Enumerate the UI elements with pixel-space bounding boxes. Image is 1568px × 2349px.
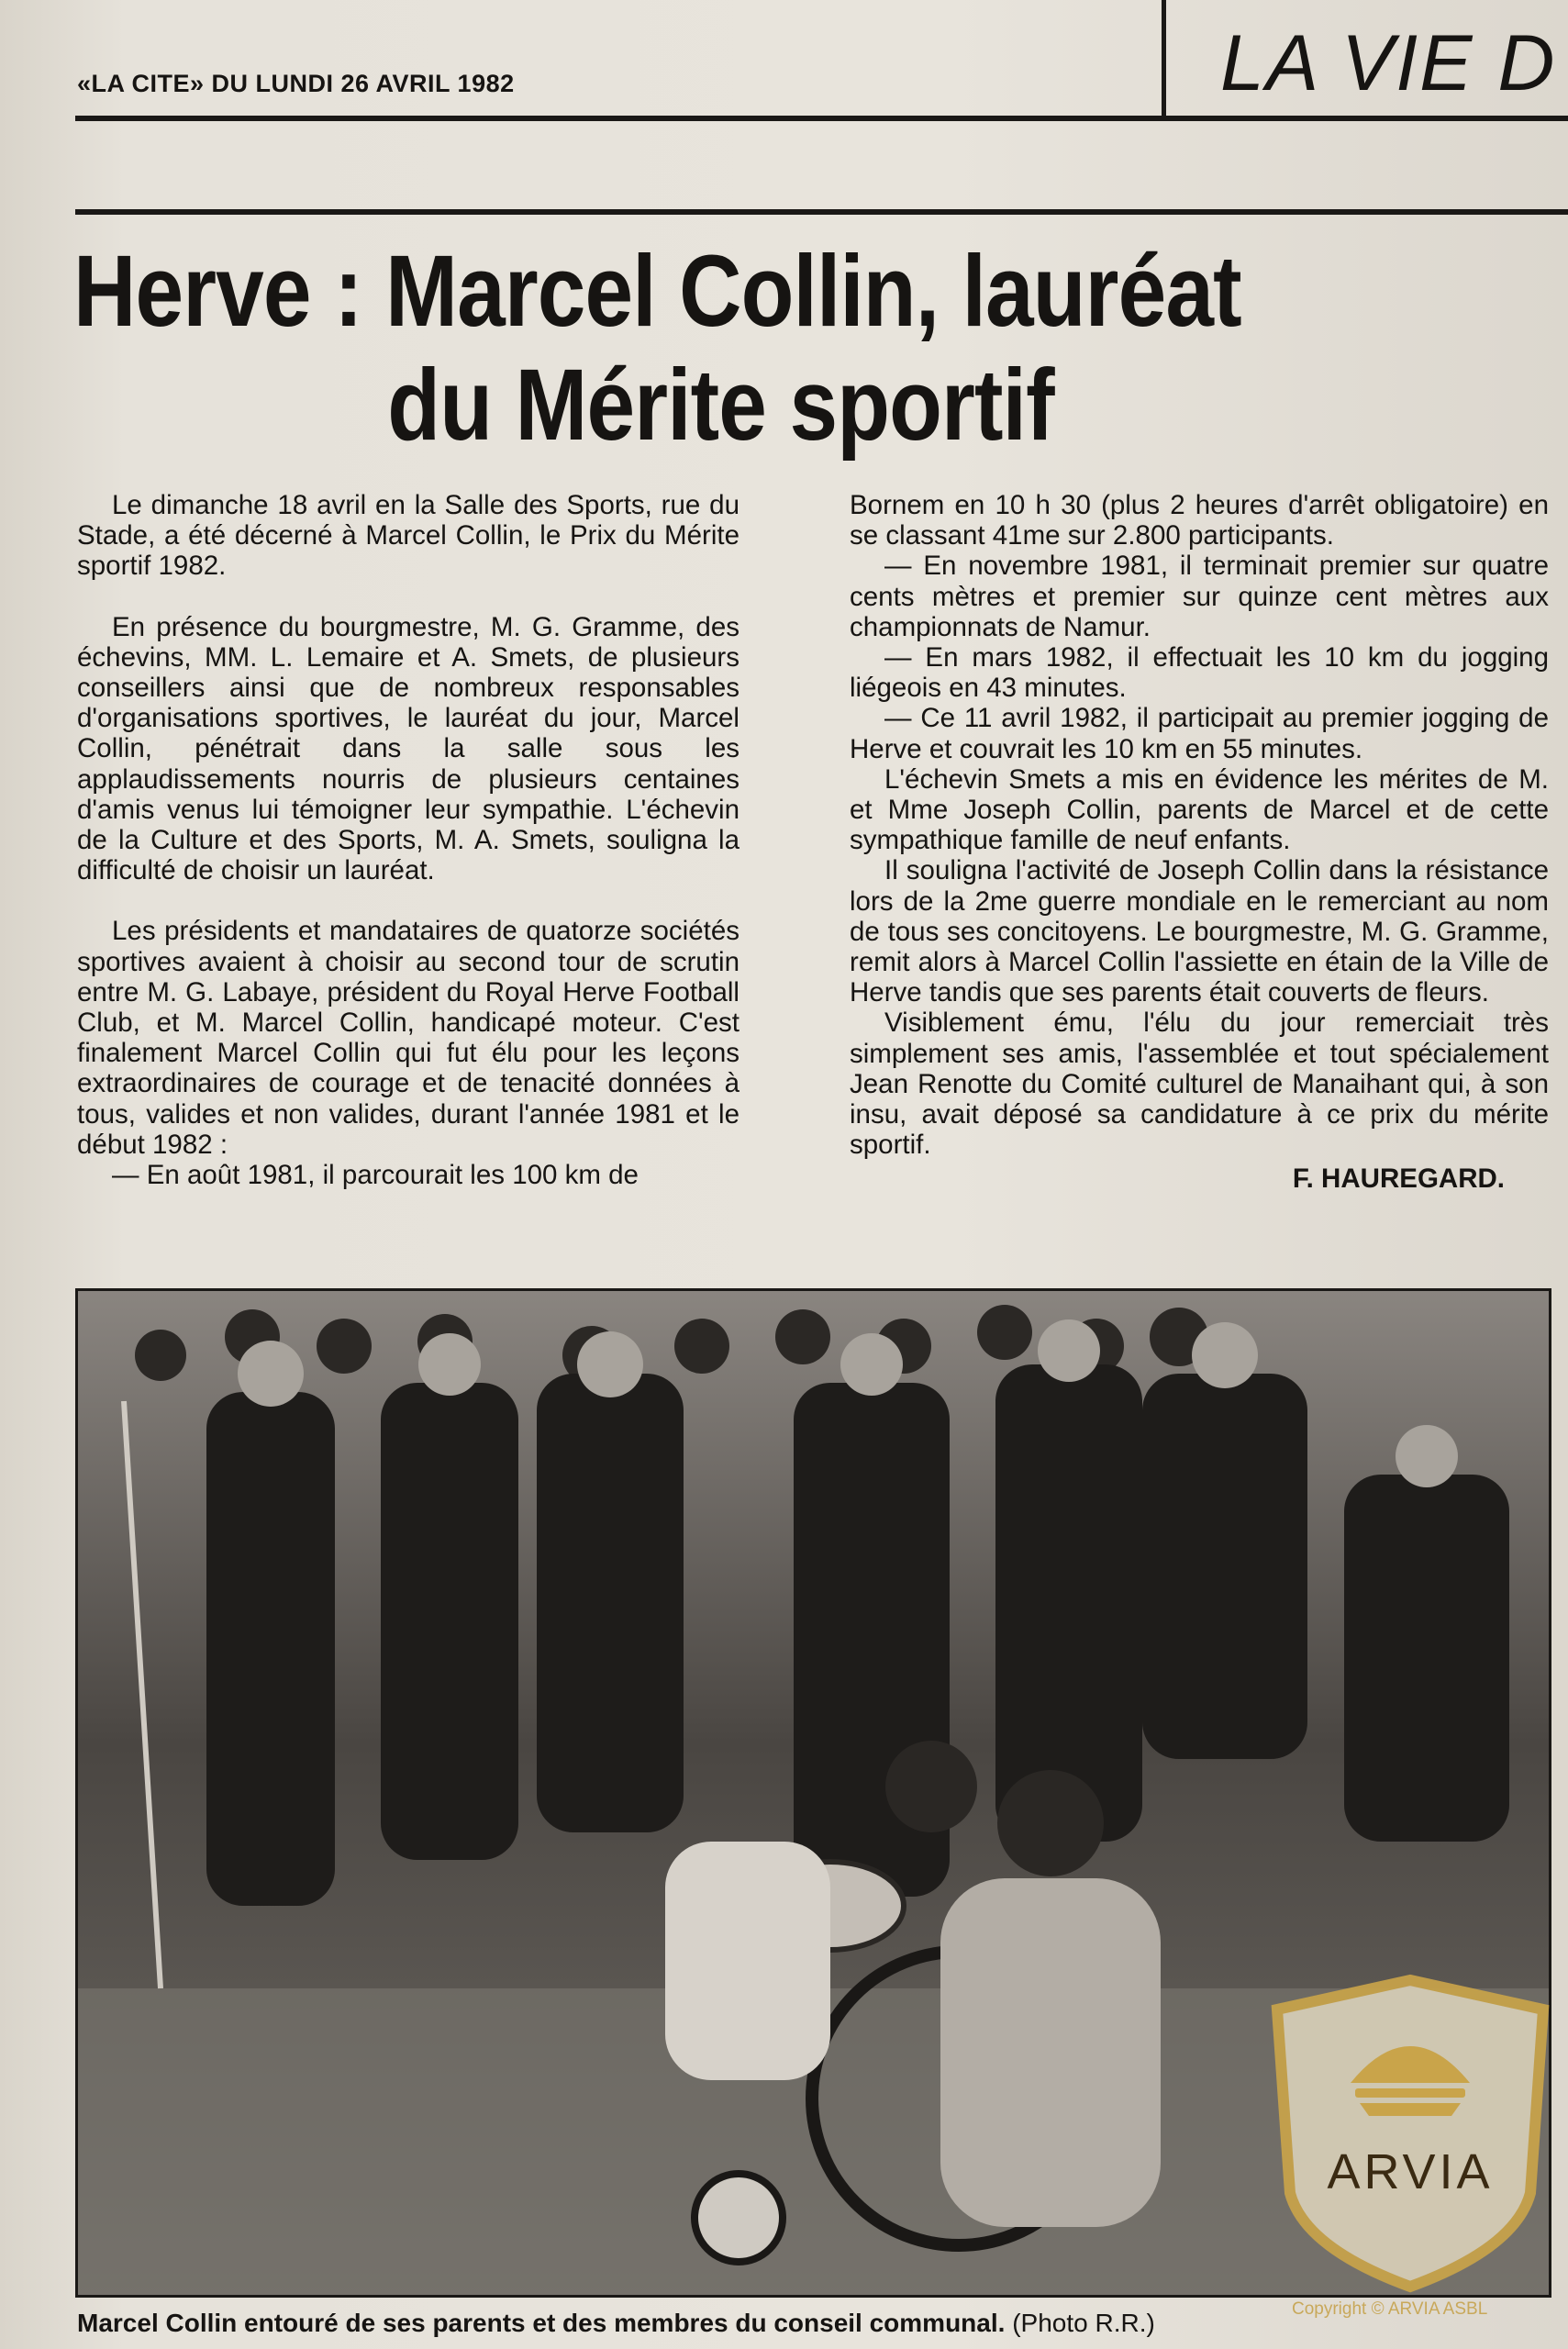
paragraph: Il souligna l'activité de Joseph Collin dans la résistance lors de la 2me guerre mondiale en le remerciant au nom de tous ses concitoyens. Le bourgmestre, M. G. Gramme, remit alors à Marcel Collin l'assiette en étain de la Ville de Herve tandis que ses parents était couverts de fleurs. — [850, 855, 1549, 1008]
paragraph: Bornem en 10 h 30 (plus 2 heures d'arrêt obligatoire) en se classant 41me sur 2.800 participants. — [850, 490, 1549, 551]
headline-line-1: Herve : Marcel Collin, lauréat — [73, 235, 1241, 348]
issue-line: «LA CITE» DU LUNDI 26 AVRIL 1982 — [77, 70, 515, 97]
paragraph: Le dimanche 18 avril en la Salle des Sports, rue du Stade, a été décerné à Marcel Collin, le Prix du Mérite sportif 1982. — [77, 490, 740, 582]
top-rule — [75, 116, 1568, 121]
article-column-left — [77, 490, 740, 1190]
paragraph: — Ce 11 avril 1982, il participait au premier jogging de Herve et couvrait les 10 km en 55 minutes. — [850, 703, 1549, 764]
paragraph: — En mars 1982, il effectuait les 10 km du jogging liégeois en 43 minutes. — [850, 642, 1549, 704]
logo-text: ARVIA — [1327, 2144, 1494, 2199]
caption-text: Marcel Collin entouré de ses parents et des membres du conseil communal. — [77, 2309, 1006, 2337]
shield-icon — [1268, 1973, 1552, 2294]
paragraph: Les présidents et mandataires de quatorze sociétés sportives avaient à choisir au second tour de scrutin entre M. G. Labaye, président du Royal Herve Football Club, et M. Marcel Collin, handicapé moteur. C'est finalement Marcel Collin qui fut élu pour les leçons extraordinaires de courage et de tenacité données à tous, valides et non valides, durant l'année 1981 et le début 1982 : — [77, 916, 740, 1160]
arvia-logo — [1268, 1973, 1552, 2294]
paragraph: — En août 1981, il parcourait les 100 km de — [112, 1160, 639, 1191]
paragraph: En présence du bourgmestre, M. G. Gramme, des échevins, MM. L. Lemaire et A. Smets, de plusieurs conseillers ainsi que de nombreux responsables d'organisations sportives, le lauréat du jour, Marcel Collin, pénétrait dans la salle sous les applaudissements nourris de plusieurs centaines d'amis venus lui témoigner leur sympathie. L'échevin de la Culture et des Sports, M. A. Smets, souligna la difficulté de choisir un lauréat. — [77, 611, 740, 886]
article-column-right — [850, 490, 1549, 1195]
photo-credit: (Photo R.R.) — [1012, 2309, 1155, 2337]
paragraph: Visiblement ému, l'élu du jour remerciait très simplement ses amis, l'assemblée et tout spécialement Jean Renotte du Comité culturel de Manaihant qui, à son insu, avait déposé sa candidature à ce prix du mérite sportif. — [850, 1008, 1549, 1161]
photo-caption — [77, 2309, 1155, 2338]
author-signature: F. HAUREGARD. — [1292, 1163, 1505, 1195]
copyright-notice: Copyright © ARVIA ASBL — [1292, 2299, 1488, 2319]
headline-rule — [75, 209, 1568, 215]
paragraph: — En novembre 1981, il terminait premier sur quatre cents mètres et premier sur quinze cent mètres aux championnats de Namur. — [850, 551, 1549, 642]
headline — [73, 235, 1359, 462]
section-title: LA VIE D — [1220, 19, 1557, 107]
masthead-divider — [1162, 0, 1166, 117]
paragraph: L'échevin Smets a mis en évidence les mérites de M. et Mme Joseph Collin, parents de Marcel et de cette sympathique famille de neuf enfants. — [850, 763, 1549, 856]
headline-line-2: du Mérite sportif — [387, 349, 1054, 462]
